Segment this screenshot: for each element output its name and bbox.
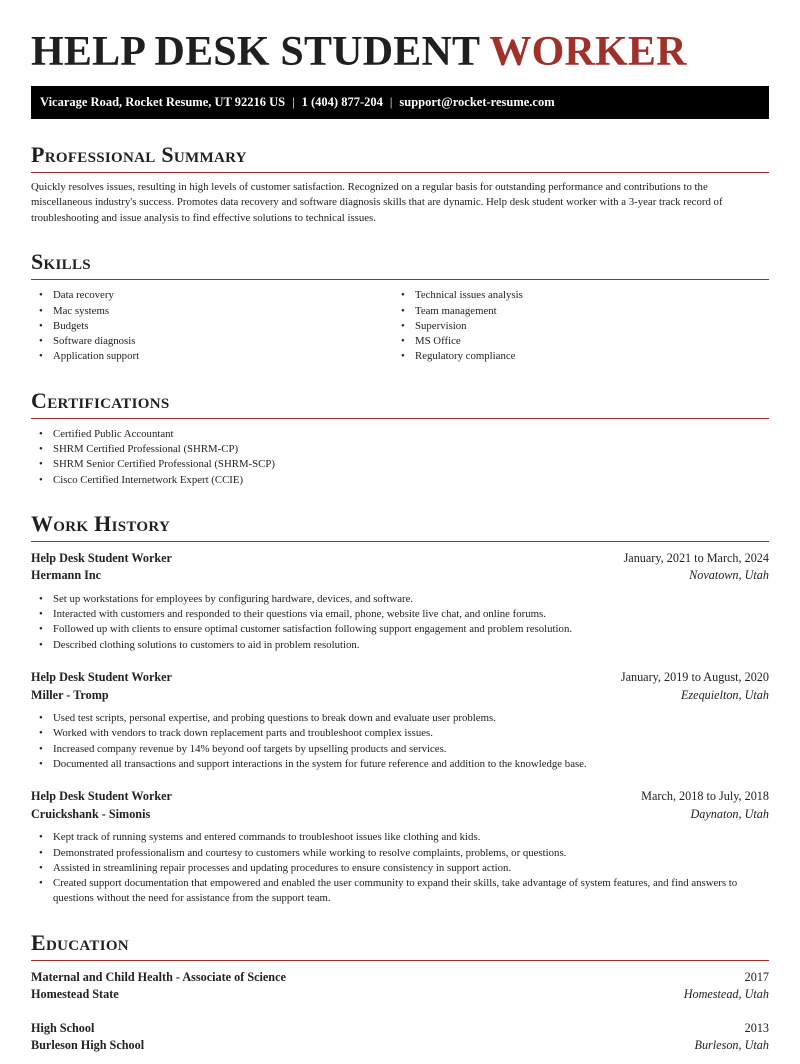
education-degree: Maternal and Child Health - Associate of Science — [31, 969, 286, 984]
job-duty: • Described clothing solutions to customers to aid in problem resolution. — [31, 638, 769, 653]
education-entry — [31, 1020, 769, 1055]
certification-item: • Cisco Certified Internetwork Expert (CCIE) — [31, 473, 769, 488]
work-history-heading: Work History — [31, 510, 769, 542]
job-entry — [31, 669, 769, 772]
contact-separator: | — [292, 95, 295, 109]
resume-page — [31, 29, 769, 1055]
job-duty: • Worked with vendors to track down replacement parts and troubleshoot complex issues. — [31, 726, 769, 741]
skills-heading: Skills — [31, 248, 769, 280]
certification-item: • Certified Public Accountant — [31, 427, 769, 442]
skill-item: • Technical issues analysis — [393, 288, 769, 303]
job-dates: January, 2021 to March, 2024 — [623, 550, 769, 565]
job-dates: March, 2018 to July, 2018 — [641, 789, 769, 804]
job-duties — [31, 830, 769, 906]
job-duty: • Followed up with clients to ensure optimal customer satisfaction following support engagement and problem resolution. — [31, 622, 769, 637]
education-heading: Education — [31, 929, 769, 961]
job-location: Novatown, Utah — [689, 568, 769, 583]
job-duty: • Demonstrated professionalism and courtesy to customers while working to resolve complaints, problems, or questions. — [31, 846, 769, 861]
job-duty: • Assisted in streamlining repair processes and updating procedures to ensure consistency in support action. — [31, 861, 769, 876]
job-entry — [31, 550, 769, 653]
skill-item: • Regulatory compliance — [393, 349, 769, 364]
job-duty: • Used test scripts, personal expertise, and probing questions to break down and evaluate user problems. — [31, 711, 769, 726]
contact-separator: | — [389, 95, 393, 109]
skill-item: • Budgets — [31, 319, 393, 334]
name-accent: WORKER — [489, 29, 687, 75]
job-duty: • Created support documentation that empowered and enabled the user community to expand their skills, take advantage of system features, and find answers to questions without the need for assistance from the support team. — [31, 876, 769, 907]
job-title: Help Desk Student Worker — [31, 670, 172, 685]
education-school: Homestead State — [31, 987, 119, 1002]
candidate-name — [31, 29, 769, 76]
job-duty: • Set up workstations for employees by configuring hardware, devices, and software. — [31, 592, 769, 607]
skill-item: • Mac systems — [31, 304, 393, 319]
skill-item: • MS Office — [393, 334, 769, 349]
education-year: 2017 — [744, 969, 769, 984]
contact-email: support@rocket-resume.com — [399, 95, 555, 109]
skill-item: • Software diagnosis — [31, 334, 393, 349]
job-company: Cruickshank - Simonis — [31, 806, 151, 821]
skill-item: • Application support — [31, 349, 393, 364]
job-location: Ezequielton, Utah — [680, 687, 769, 702]
job-duties — [31, 711, 769, 772]
education-entry — [31, 969, 769, 1004]
contact-bar — [31, 86, 769, 119]
contact-phone: 1 (404) 877-204 — [301, 95, 383, 109]
job-location: Daynaton, Utah — [690, 806, 769, 821]
certification-item: • SHRM Senior Certified Professional (SHRM-SCP) — [31, 457, 769, 472]
skill-item: • Supervision — [393, 319, 769, 334]
job-duty: • Documented all transactions and support interactions in the system for future reference and addition to the knowledge base. — [31, 757, 769, 772]
job-company: Miller - Tromp — [31, 687, 109, 702]
education-school: Burleson High School — [31, 1038, 145, 1053]
skills-list — [31, 280, 769, 364]
job-entry — [31, 788, 769, 906]
certification-item: • SHRM Certified Professional (SHRM-CP) — [31, 442, 769, 457]
education-location: Burleson, Utah — [694, 1038, 769, 1053]
job-duty: • Interacted with customers and responded to their questions via email, phone, website live chat, and online forums. — [31, 607, 769, 622]
skills-column-left — [31, 288, 393, 364]
skills-column-right — [393, 288, 769, 364]
job-duty: • Kept track of running systems and entered commands to troubleshoot issues like clothing and kids. — [31, 830, 769, 845]
contact-address: Vicarage Road, Rocket Resume, UT 92216 US — [40, 95, 286, 109]
education-year: 2013 — [744, 1020, 769, 1035]
job-title: Help Desk Student Worker — [31, 789, 172, 804]
job-company: Hermann Inc — [31, 568, 102, 583]
skill-item: • Data recovery — [31, 288, 393, 303]
skill-item: • Team management — [393, 304, 769, 319]
summary-text: Quickly resolves issues, resulting in high levels of customer satisfaction. Recognized on a regular basis for outstanding performance and contributions to the miscellaneous industry's success. Promotes data recovery and software diagnosis skills that are dynamic. Help desk student worker with a 3-year track record of troubleshooting and issue analysis to find effective solutions to technical issues. — [31, 181, 723, 224]
summary-heading: Professional Summary — [31, 141, 769, 173]
job-dates: January, 2019 to August, 2020 — [620, 670, 769, 685]
education-location: Homestead, Utah — [683, 987, 769, 1002]
job-duty: • Increased company revenue by 14% beyond oof targets by upselling products and services. — [31, 742, 769, 757]
certifications-list — [31, 427, 769, 488]
education-degree: High School — [31, 1020, 95, 1035]
job-title: Help Desk Student Worker — [31, 550, 172, 565]
certifications-heading: Certifications — [31, 387, 769, 419]
name-main: HELP DESK STUDENT — [31, 29, 480, 75]
job-duties — [31, 592, 769, 653]
